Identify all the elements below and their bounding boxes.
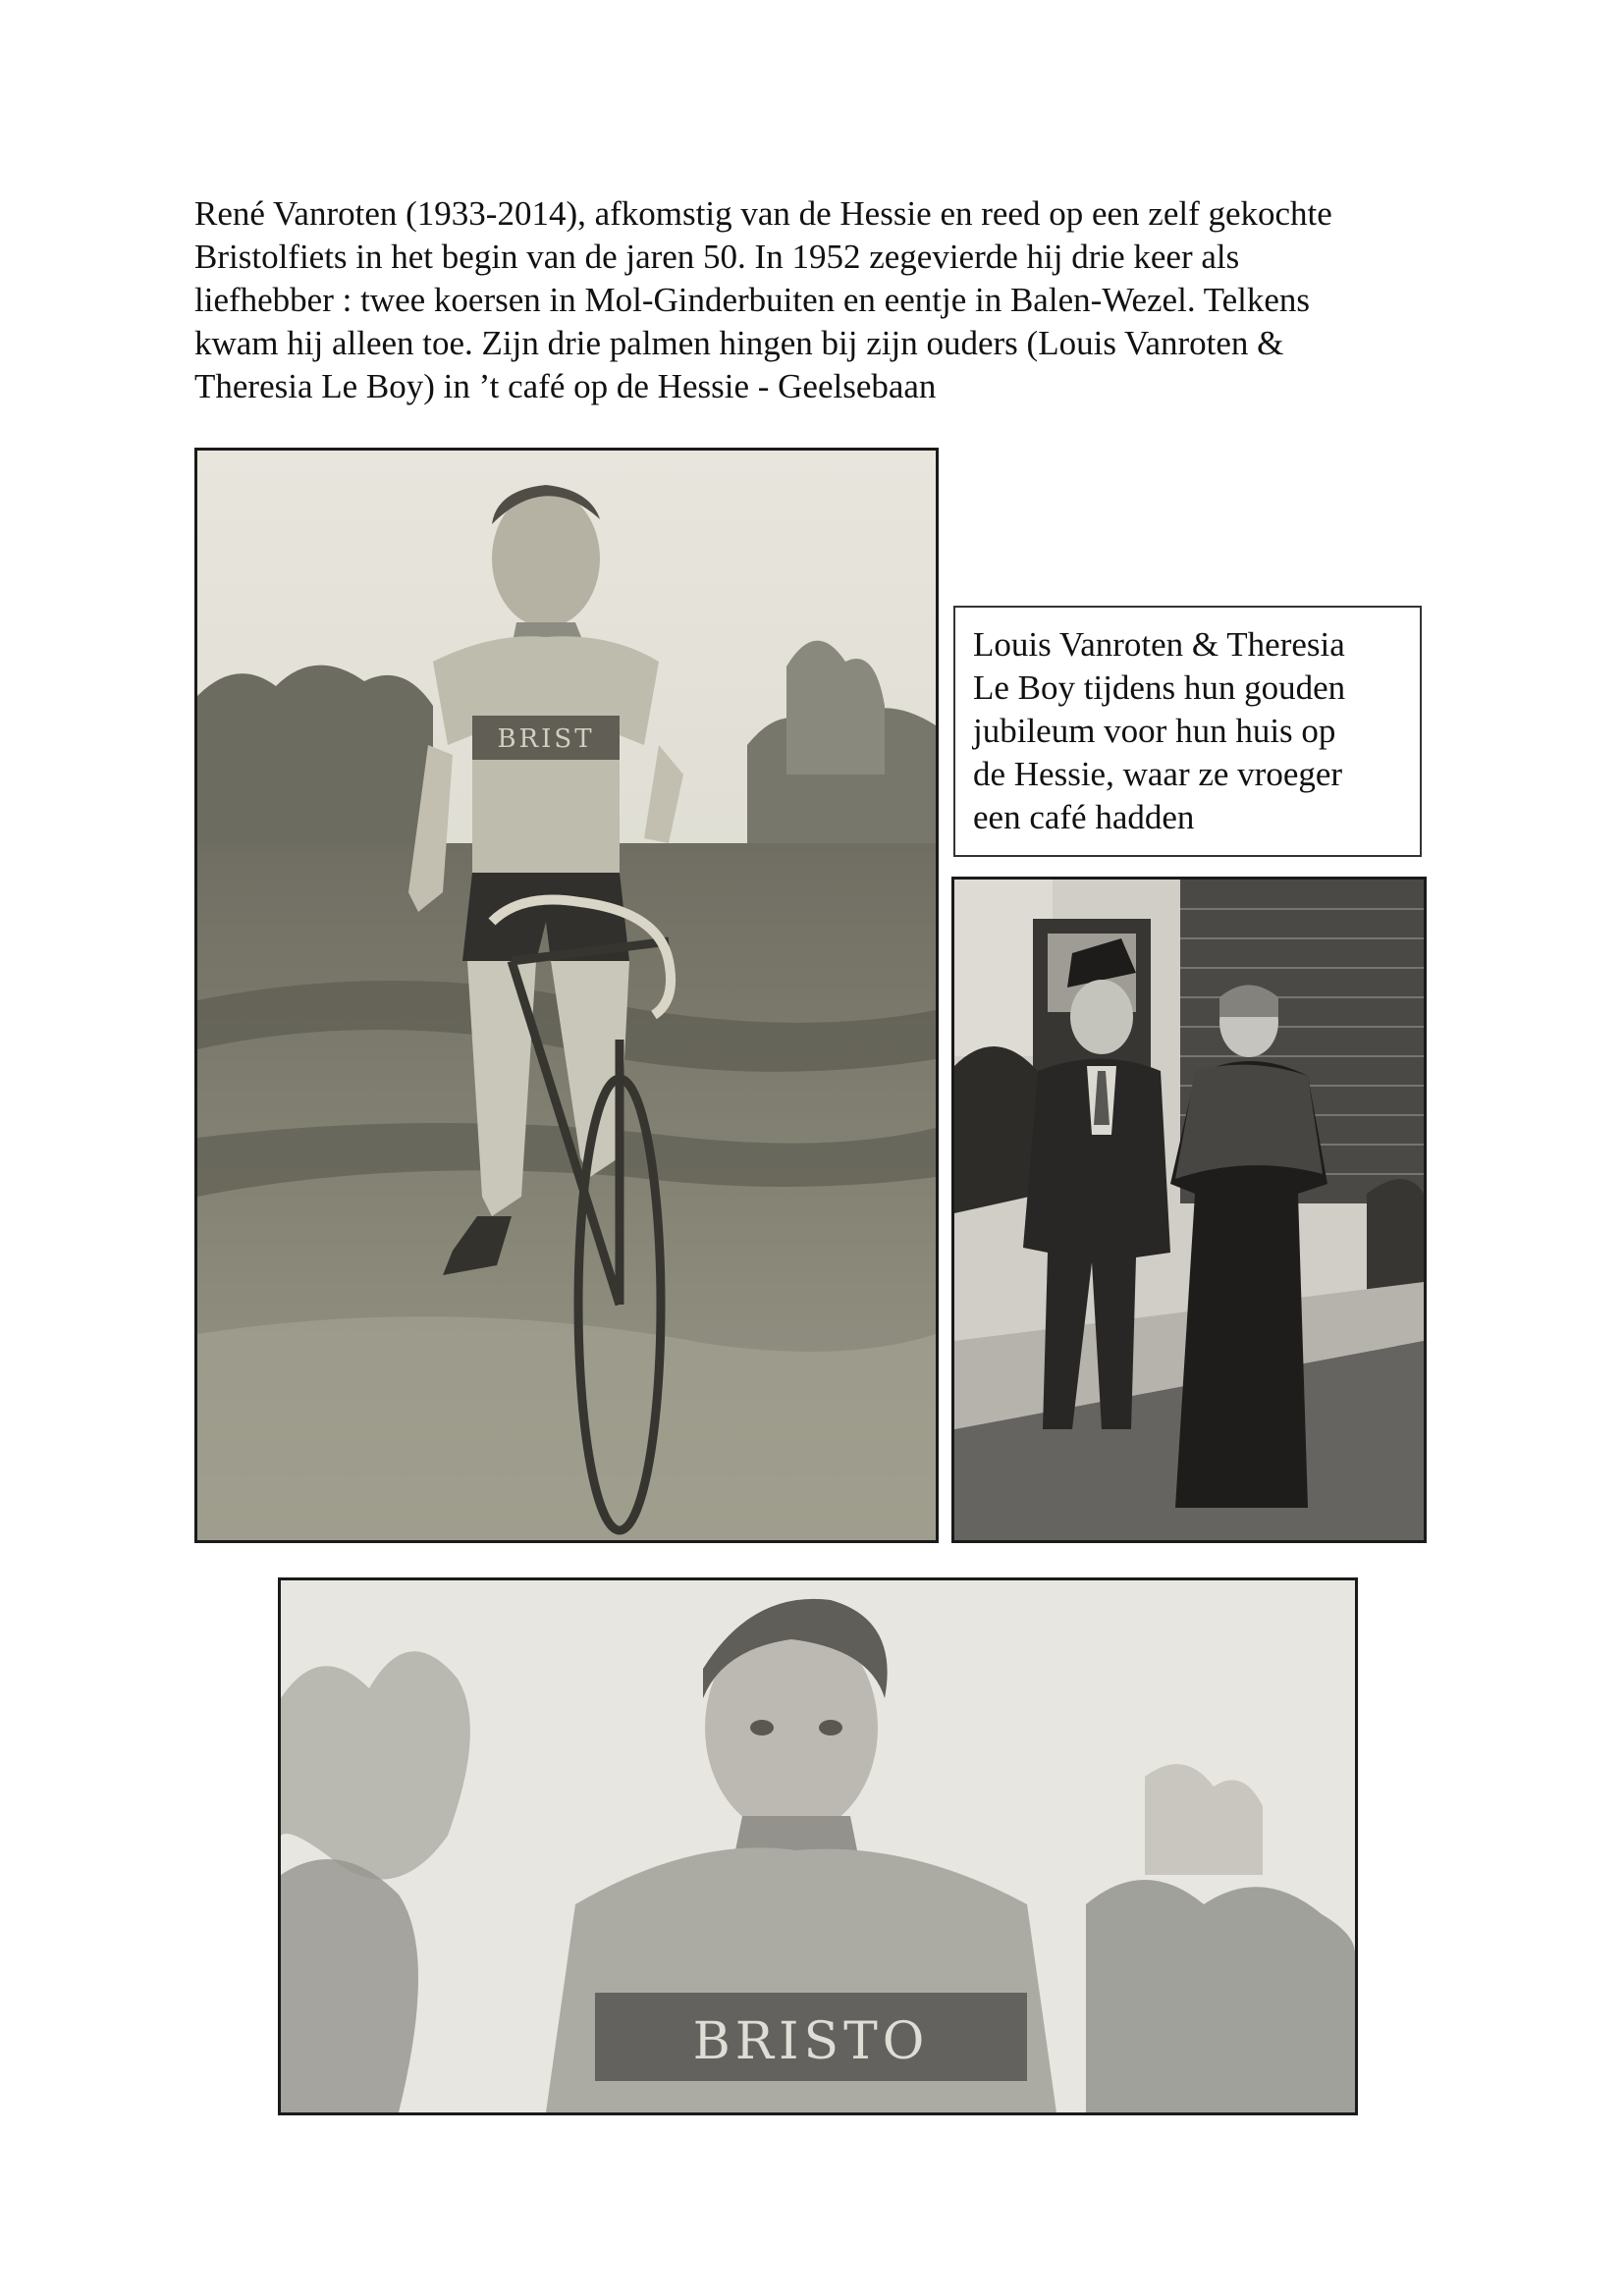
caption-line: jubileum voor hun huis op	[973, 712, 1336, 750]
portrait-photo	[278, 1577, 1358, 2115]
cyclist-photo	[194, 448, 939, 1543]
caption-line: de Hessie, waar ze vroeger	[973, 755, 1343, 793]
intro-line: liefhebber : twee koersen in Mol-Ginderbuiten en eentje in Balen-Wezel. Telkens	[194, 281, 1311, 319]
couple-photo	[951, 877, 1427, 1543]
intro-line: Bristolfiets in het begin van de jaren 50. In 1952 zegevierde hij drie keer als	[194, 238, 1240, 276]
intro-line: Theresia Le Boy) in ’t café op de Hessie - Geelsebaan	[194, 367, 937, 405]
couple-caption-box	[953, 606, 1422, 857]
intro-line: René Vanroten (1933-2014), afkomstig van de Hessie en reed op een zelf gekochte	[194, 194, 1332, 233]
cyclist-jersey-text: BRIST	[497, 724, 595, 754]
portrait-jersey-text: BRISTO	[692, 2012, 930, 2071]
portrait-photo-image	[281, 1580, 1355, 2112]
cyclist-photo-image	[197, 451, 936, 1540]
caption-line: Le Boy tijdens hun gouden	[973, 668, 1346, 707]
intro-paragraph	[194, 192, 1500, 408]
intro-line: kwam hij alleen toe. Zijn drie palmen hingen bij zijn ouders (Louis Vanroten &	[194, 324, 1284, 362]
caption-line: een café hadden	[973, 798, 1195, 836]
caption-line: Louis Vanroten & Theresia	[973, 625, 1345, 664]
couple-photo-image	[954, 880, 1424, 1540]
